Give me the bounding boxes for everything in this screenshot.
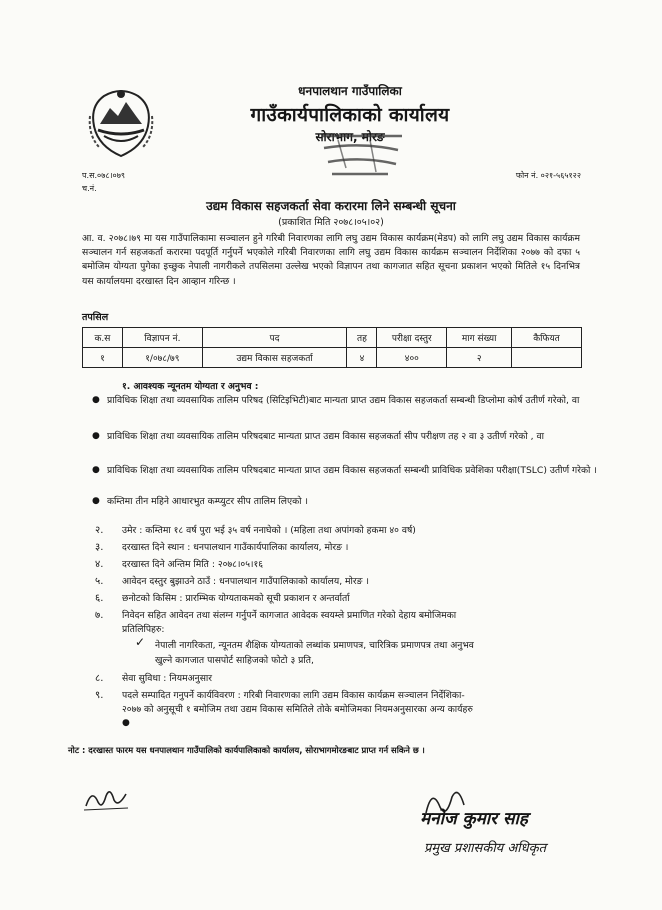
cell-demand: २ <box>447 348 512 368</box>
office-stamp-icon <box>318 128 406 180</box>
signatory-name: मनोज कुमार साह <box>420 809 528 829</box>
col-level: तह <box>347 328 377 348</box>
service-facility: सेवा सुविधा : नियमअनुसार <box>122 673 213 684</box>
initials-signature-icon <box>82 782 132 812</box>
requirement-item: कम्तिमा तीन महिने आधारभुत कम्प्युटर सीप तालिम लिएको । <box>107 496 308 507</box>
item-number: ७. <box>95 610 104 621</box>
item-number: ८. <box>95 673 104 684</box>
document-list-cont: खुल्ने कागजात पासपोर्ट साहिजको फोटो ३ प्रति, <box>155 655 314 666</box>
item-number: ९. <box>95 690 104 701</box>
phone-number: फोन नं. ०२१-५६५१२२ <box>515 171 581 180</box>
documents-required-cont: प्रतिलिपिहरु: <box>122 624 165 635</box>
table-row <box>83 348 582 368</box>
col-serial: क.स <box>83 328 123 348</box>
details-label: तपसिल <box>82 312 109 323</box>
document-list: नेपाली नागरिकता, न्यूनतम शैक्षिक योग्यताको लब्धांक प्रमाणपत्र, चारित्रिक प्रमाणपत्र तथा अनुभव <box>155 640 474 651</box>
bullet-icon: ● <box>92 496 100 506</box>
dispatch-number: च.नं. <box>82 184 97 193</box>
cell-remarks <box>512 348 582 368</box>
footer-note: नोट : दरखास्त फारम यस धनपालथान गाउँपालिको कार्यपालिकाको कार्यालय, सोराभागमोरङबाट प्राप्त गर्न सकिने छ । <box>68 745 425 755</box>
office-name: गाउँकार्यपालिकाको कार्यालय <box>250 104 450 126</box>
notice-intro: आ. व. २०७८।७९ मा यस गाउँपालिकामा सञ्चालन हुने गरिबी निवारणका लागि लघु उद्यम विकास कार्यक्रम(मेडप) को लागि लघु उद्यम विकास कार्यक्रम सञ्चालन गर्न सहजकर्ता करारमा पदपूर्ति गर्नुपर्ने भएकोले गरिबी निवारणका लागि लघु उद्यम विकास कार्यक्रम सञ्चालन निर्देशिका २०७७ को दफा ५ बमोजिम योग्यता पुगेका इच्छुक नेपाली नागरीकले तपसिलमा उल्लेख भएको विज्ञापन तथा कागजात सहित सूचना प्रकाशन भएको मितिले १५ दिनभित्र यस कार्यालयमा दरखास्त दिन आव्हान गरिन्छ । <box>82 233 580 287</box>
item-number: ५. <box>95 576 104 587</box>
job-description-cont: २०७७ को अनुसूची १ बमोजिम तथा उद्यम विकास समितिले तोके बमोजिमका नियमअनुसारका अन्य कार्यहरु <box>122 704 473 715</box>
cell-level: ४ <box>347 348 377 368</box>
bullet-icon: ● <box>92 465 100 475</box>
org-name: धनपालथान गाउँपालिका <box>298 84 402 98</box>
checkmark-icon: ✓ <box>135 635 146 649</box>
job-description: पदले सम्पादित गनुपर्ने कार्यविवरण : गरिबी निवारणका लागि उद्यम विकास कार्यक्रम सञ्चालन निर्देशिका- <box>122 690 465 701</box>
office-place: सोराभाग, मोरङ <box>315 130 385 144</box>
bullet-icon: ● <box>92 431 100 441</box>
cell-serial: १ <box>83 348 123 368</box>
fee-payment-place: आवेदन दस्तुर बुझाउने ठाउँ : धनपालथान गाउँपालिकाको कार्यालय, मोरङ । <box>122 576 369 587</box>
col-fee: परीक्षा दस्तुर <box>377 328 447 348</box>
application-place: दरखास्त दिने स्थान : धनपालथान गाउँकार्यपालिका कार्यालय, मोरङ । <box>122 542 349 553</box>
signatory-title: प्रमुख प्रशासकीय अधिकृत <box>424 841 547 856</box>
item-number: ६. <box>95 593 104 604</box>
item-number: २. <box>95 525 104 536</box>
documents-required: निवेदन सहित आवेदन तथा संलग्न गर्नुपर्ने कागजात आवेदक स्वयम्ले प्रमाणित गरेको देहाय बमोजिमका <box>122 610 457 621</box>
col-demand: माग संख्या <box>447 328 512 348</box>
col-ad-no: विज्ञापन नं. <box>122 328 202 348</box>
cell-ad-no: १/०७८/७९ <box>122 348 202 368</box>
requirements-heading: १. आवश्यक न्यूनतम योग्यता र अनुभव : <box>122 381 259 392</box>
reference-number: प.स.०७८।०७९ <box>82 171 126 180</box>
item-number: ३. <box>95 542 104 553</box>
col-remarks: कैफियत <box>512 328 582 348</box>
item-number: ४. <box>95 559 104 570</box>
publish-date: (प्रकाशित मिति २०७८।०५।०२) <box>278 217 384 228</box>
vacancy-table <box>82 327 582 368</box>
table-header-row <box>83 328 582 348</box>
requirement-item: प्राविधिक शिक्षा तथा व्यवसायिक तालिम परिषद (सिटिइभिटी)बाट मान्यता प्राप्त उद्यम विकास सहजकर्ता सम्बन्धी डिप्लोमा कोर्ष उतीर्ण गरेको, वा <box>107 395 580 406</box>
cell-fee: ४०० <box>377 348 447 368</box>
application-deadline: दरखास्त दिने अन्तिम मिति : २०७८।०५।१६ <box>122 559 264 570</box>
bullet-icon: ● <box>92 395 100 405</box>
col-post: पद <box>202 328 347 348</box>
cell-post: उद्यम विकास सहजकर्ता <box>202 348 347 368</box>
age-requirement: उमेर : कम्तिमा १८ वर्ष पुरा भई ३५ वर्ष ननाघेको । (महिला तथा अपांगको हकमा ४० वर्ष) <box>122 525 416 536</box>
notice-title: उद्यम विकास सहजकर्ता सेवा करारमा लिने सम्बन्धी सूचना <box>206 199 456 213</box>
bullet-icon: ● <box>122 718 130 728</box>
selection-method: छनोटको किसिम : प्रारम्भिक योग्यताकमको सूची प्रकाशन र अन्तर्वार्ता <box>122 593 350 604</box>
requirement-item: प्राविधिक शिक्षा तथा व्यवसायिक तालिम परिषदबाट मान्यता प्राप्त उद्यम विकास सहजकर्ता सम्बन्धी प्राविधिक प्रवेशिका परीक्षा(TSLC) उतीर्ण गरेको । <box>107 465 597 476</box>
requirement-item: प्राविधिक शिक्षा तथा व्यवसायिक तालिम परिषदबाट मान्यता प्राप्त उद्यम विकास सहजकर्ता सीप परीक्षण तह २ वा ३ उतीर्ण गरेको , वा <box>107 431 544 442</box>
government-emblem-icon <box>86 86 156 160</box>
